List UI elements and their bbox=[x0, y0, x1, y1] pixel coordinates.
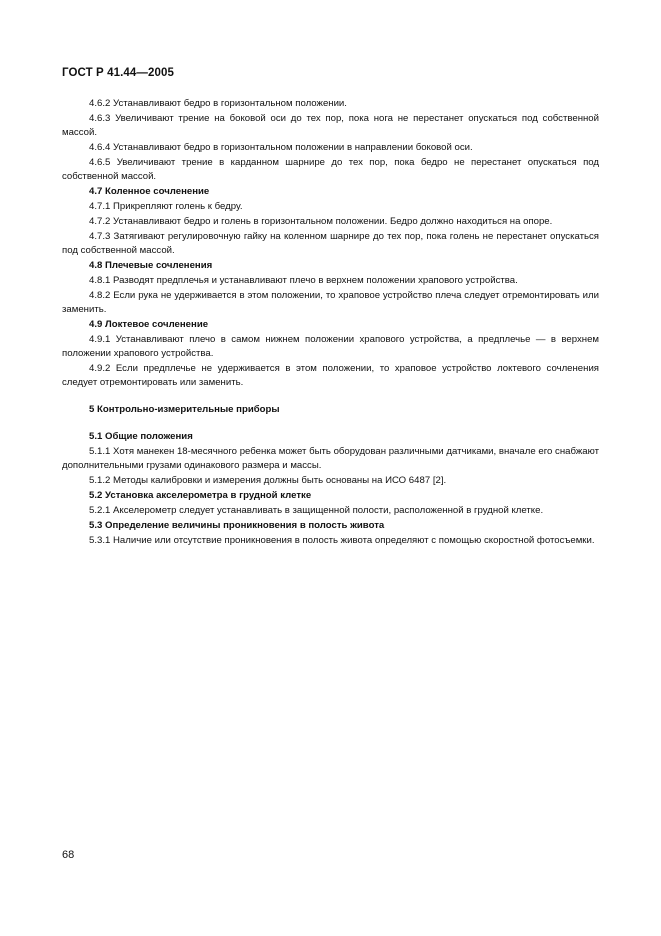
heading-5-2: 5.2 Установка акселерометра в грудной клетке bbox=[89, 490, 312, 501]
paragraph-4-6-3: 4.6.3 Увеличивают трение на боковой оси до тех пор, пока нога не перестанет опускаться под собственной массой. bbox=[62, 113, 599, 138]
heading-5-1: 5.1 Общие положения bbox=[89, 431, 193, 442]
document-body bbox=[62, 97, 599, 549]
paragraph-4-8-2: 4.8.2 Если рука не удерживается в этом положении, то храповое устройство плеча следует отремонтировать или заменить. bbox=[62, 290, 599, 315]
heading-5-3: 5.3 Определение величины проникновения в полость живота bbox=[89, 520, 385, 531]
page-number: 68 bbox=[62, 849, 75, 861]
document-header: ГОСТ Р 41.44—2005 bbox=[62, 67, 174, 79]
paragraph-4-7-2: 4.7.2 Устанавливают бедро и голень в горизонтальном положении. Бедро должно находиться на опоре. bbox=[89, 216, 553, 227]
heading-section-5: 5 Контрольно-измерительные приборы bbox=[89, 404, 280, 415]
paragraph-5-1-1: 5.1.1 Хотя манекен 18-месячного ребенка может быть оборудован различными датчиками, вначале его снабжают дополнительными грузами одинакового размера и массы. bbox=[62, 446, 599, 471]
heading-4-8: 4.8 Плечевые сочленения bbox=[89, 260, 213, 271]
paragraph-4-6-5: 4.6.5 Увеличивают трение в карданном шарнире до тех пор, пока бедро не перестанет опускаться под собственной массой. bbox=[62, 157, 599, 182]
paragraph-4-7-3: 4.7.3 Затягивают регулировочную гайку на коленном шарнире до тех пор, пока голень не перестанет опускаться под собственной массой. bbox=[62, 231, 599, 256]
paragraph-4-9-1: 4.9.1 Устанавливают плечо в самом нижнем положении храпового устройства, а предплечье — в верхнем положении храпового устройства. bbox=[62, 334, 599, 359]
paragraph-5-1-2: 5.1.2 Методы калибровки и измерения должны быть основаны на ИСО 6487 [2]. bbox=[89, 475, 447, 486]
heading-4-7: 4.7 Коленное сочленение bbox=[89, 186, 210, 197]
paragraph-4-8-1: 4.8.1 Разводят предплечья и устанавливают плечо в верхнем положении храпового устройства. bbox=[89, 275, 518, 286]
paragraph-4-6-4: 4.6.4 Устанавливают бедро в горизонтальном положении в направлении боковой оси. bbox=[89, 142, 473, 153]
paragraph-4-7-1: 4.7.1 Прикрепляют голень к бедру. bbox=[89, 201, 243, 212]
paragraph-4-6-2: 4.6.2 Устанавливают бедро в горизонтальном положении. bbox=[89, 98, 347, 109]
heading-4-9: 4.9 Локтевое сочленение bbox=[89, 319, 209, 330]
paragraph-5-2-1: 5.2.1 Акселерометр следует устанавливать в защищенной полости, расположенной в грудной клетке. bbox=[89, 505, 544, 516]
paragraph-4-9-2: 4.9.2 Если предплечье не удерживается в этом положении, то храповое устройство локтевого сочленения следует отремонтировать или заменить. bbox=[62, 363, 599, 388]
paragraph-5-3-1: 5.3.1 Наличие или отсутствие проникновения в полость живота определяют с помощью скоростной фотосъемки. bbox=[89, 535, 595, 546]
